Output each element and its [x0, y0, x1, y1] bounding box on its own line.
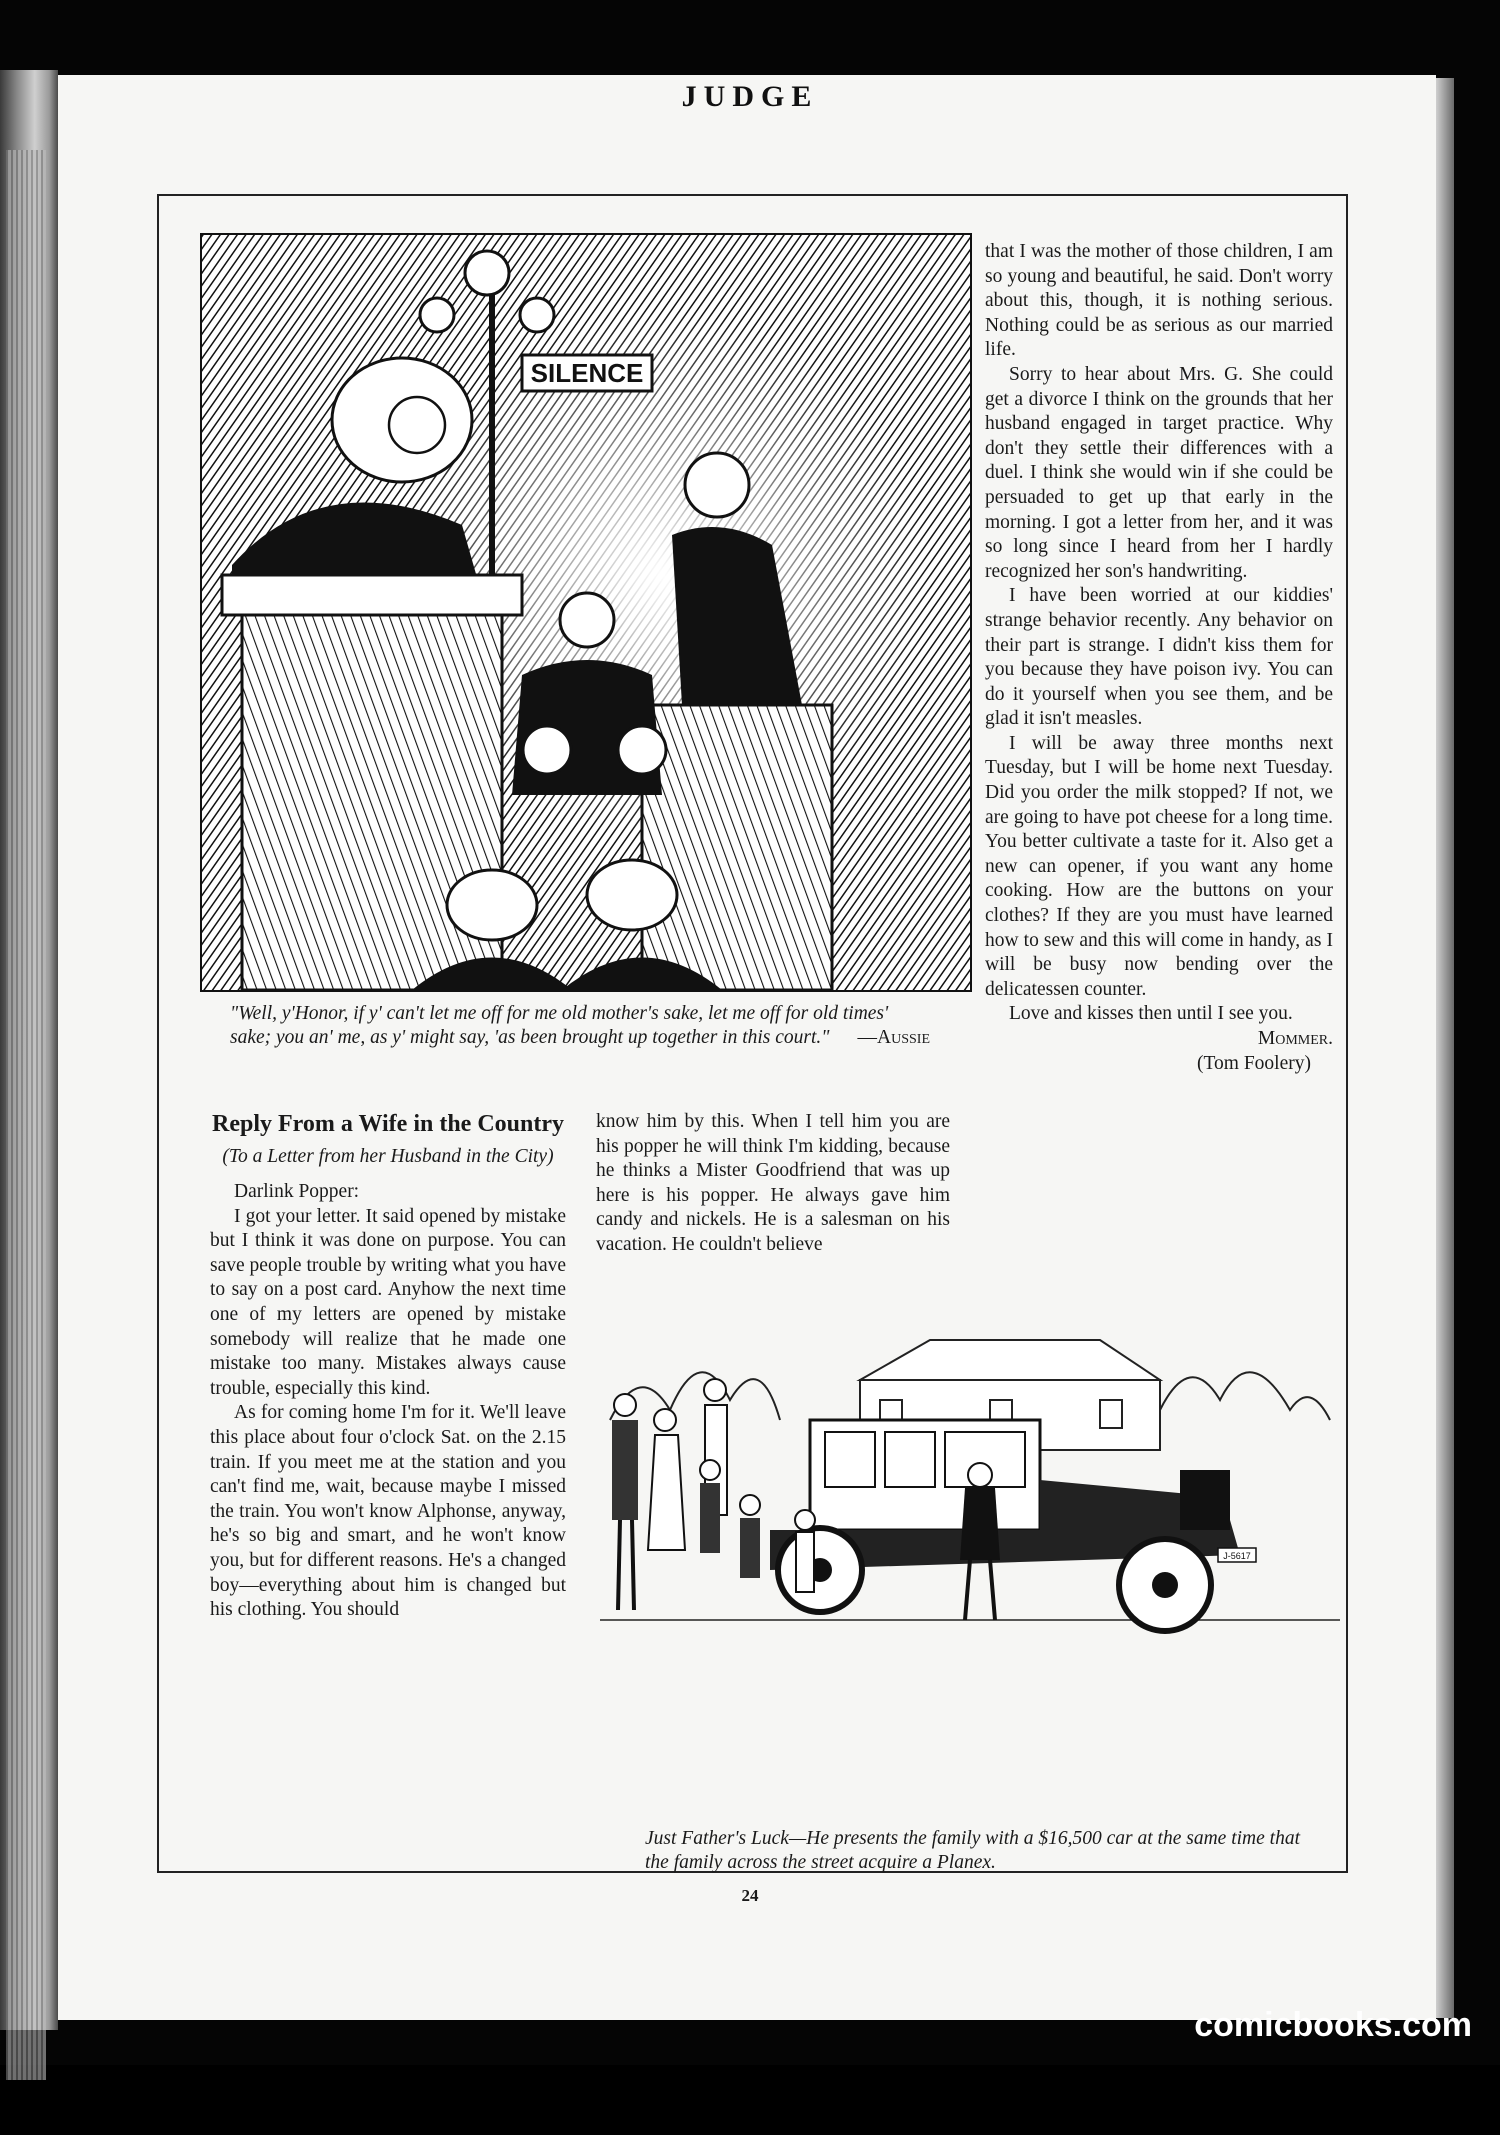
page-edge — [1436, 78, 1454, 2018]
masthead: JUDGE — [681, 80, 819, 113]
paragraph: I will be away three months next Tuesday, but I will be home next Tuesday. Did you order the milk stopped? If not, we are going to have pot cheese for a long time. You better cultivate a taste for it. Also get a new can opener, if you want any home cooking. How are the buttons on your clothes? If they are you must have learned how to sew and this will come in handy, as I will be busy now bending over the delicatessen counter. — [985, 732, 1333, 1000]
paragraph: that I was the mother of those children, I am so young and beautiful, he said. Don't worry about this, though, it is nothing serious. Nothing could be as serious as our married life. — [985, 241, 1333, 361]
signoff: Mommer. — [1257, 1028, 1333, 1049]
silence-sign-text: SILENCE — [530, 358, 644, 388]
paragraph: I got your letter. It said opened by mistake but I think it was done on purpose. You can save people trouble by writing what you have to say on a post card. Anyhow the next time one of my letters are opened by mistake somebody will realize that he made one mistake too many. Mistakes always cause trouble, especially this kind. — [210, 1205, 566, 1399]
paragraph: I have been worried at our kiddies' strange behavior recently. Any behavior on their part is strange. I didn't kiss them for you because they have poison ivy. You can do it yourself when you see them, and be glad it isn't measles. — [985, 585, 1333, 730]
article-headline: Reply From a Wife in the Country — [212, 1111, 564, 1137]
article-column-2 — [596, 1110, 950, 1258]
article-subhead: (To a Letter from her Husband in the City) — [222, 1146, 554, 1167]
page-number: 24 — [741, 1886, 759, 1905]
watermark: comicbooks.com — [1194, 2006, 1472, 2044]
courtroom-cartoon — [200, 233, 972, 992]
cartoon-caption — [230, 1002, 930, 1050]
paragraph: know him by this. When I tell him you are his popper he will think I'm kidding, because he thinks a Mister Goodfriend that was up here is his popper. He always gave him candy and nickels. He is a salesman on his vacation. He couldn't believe — [596, 1111, 950, 1255]
cartoon-credit: —Aussie — [857, 1027, 930, 1048]
paragraph: Sorry to hear about Mrs. G. She could get a divorce I think on the grounds that her husband engaged in target practice. Why don't they settle their differences with a duel. I think she would win if she could be persuaded to get up that early in the morning. I got a letter from her, and it was so long since I heard from her I hardly recognized her son's handwriting. — [985, 363, 1333, 582]
article-column-3 — [985, 240, 1333, 1076]
paragraph: As for coming home I'm for it. We'll leave this place about four o'clock Sat. on the 2.15 train. If you meet me at the station and you can't find me, wait, because maybe I missed the train. You won't know Alphonse, anyway, he's so big and smart, and he won't know you, but for different reasons. He's a changed boy—everything about him is changed but his clothing. You should — [210, 1402, 566, 1621]
attribution: (Tom Foolery) — [1197, 1052, 1311, 1074]
caption-text: "Well, y'Honor, if y' can't let me off for me old mother's sake, let me off for old times' sake; you an' me, as y' might say, 'as been brought up together in this court." — [230, 1003, 889, 1048]
license-plate-text: J-5617 — [1223, 1551, 1251, 1561]
car-cartoon-caption: Just Father's Luck—He presents the family with a $16,500 car at the same time that the family across the street acquire a Planex. — [645, 1828, 1300, 1873]
salutation: Darlink Popper: — [234, 1181, 360, 1202]
article-column-1 — [210, 1110, 566, 1623]
book-spine — [0, 70, 58, 2030]
paragraph: Love and kisses then until I see you. — [1009, 1003, 1293, 1025]
